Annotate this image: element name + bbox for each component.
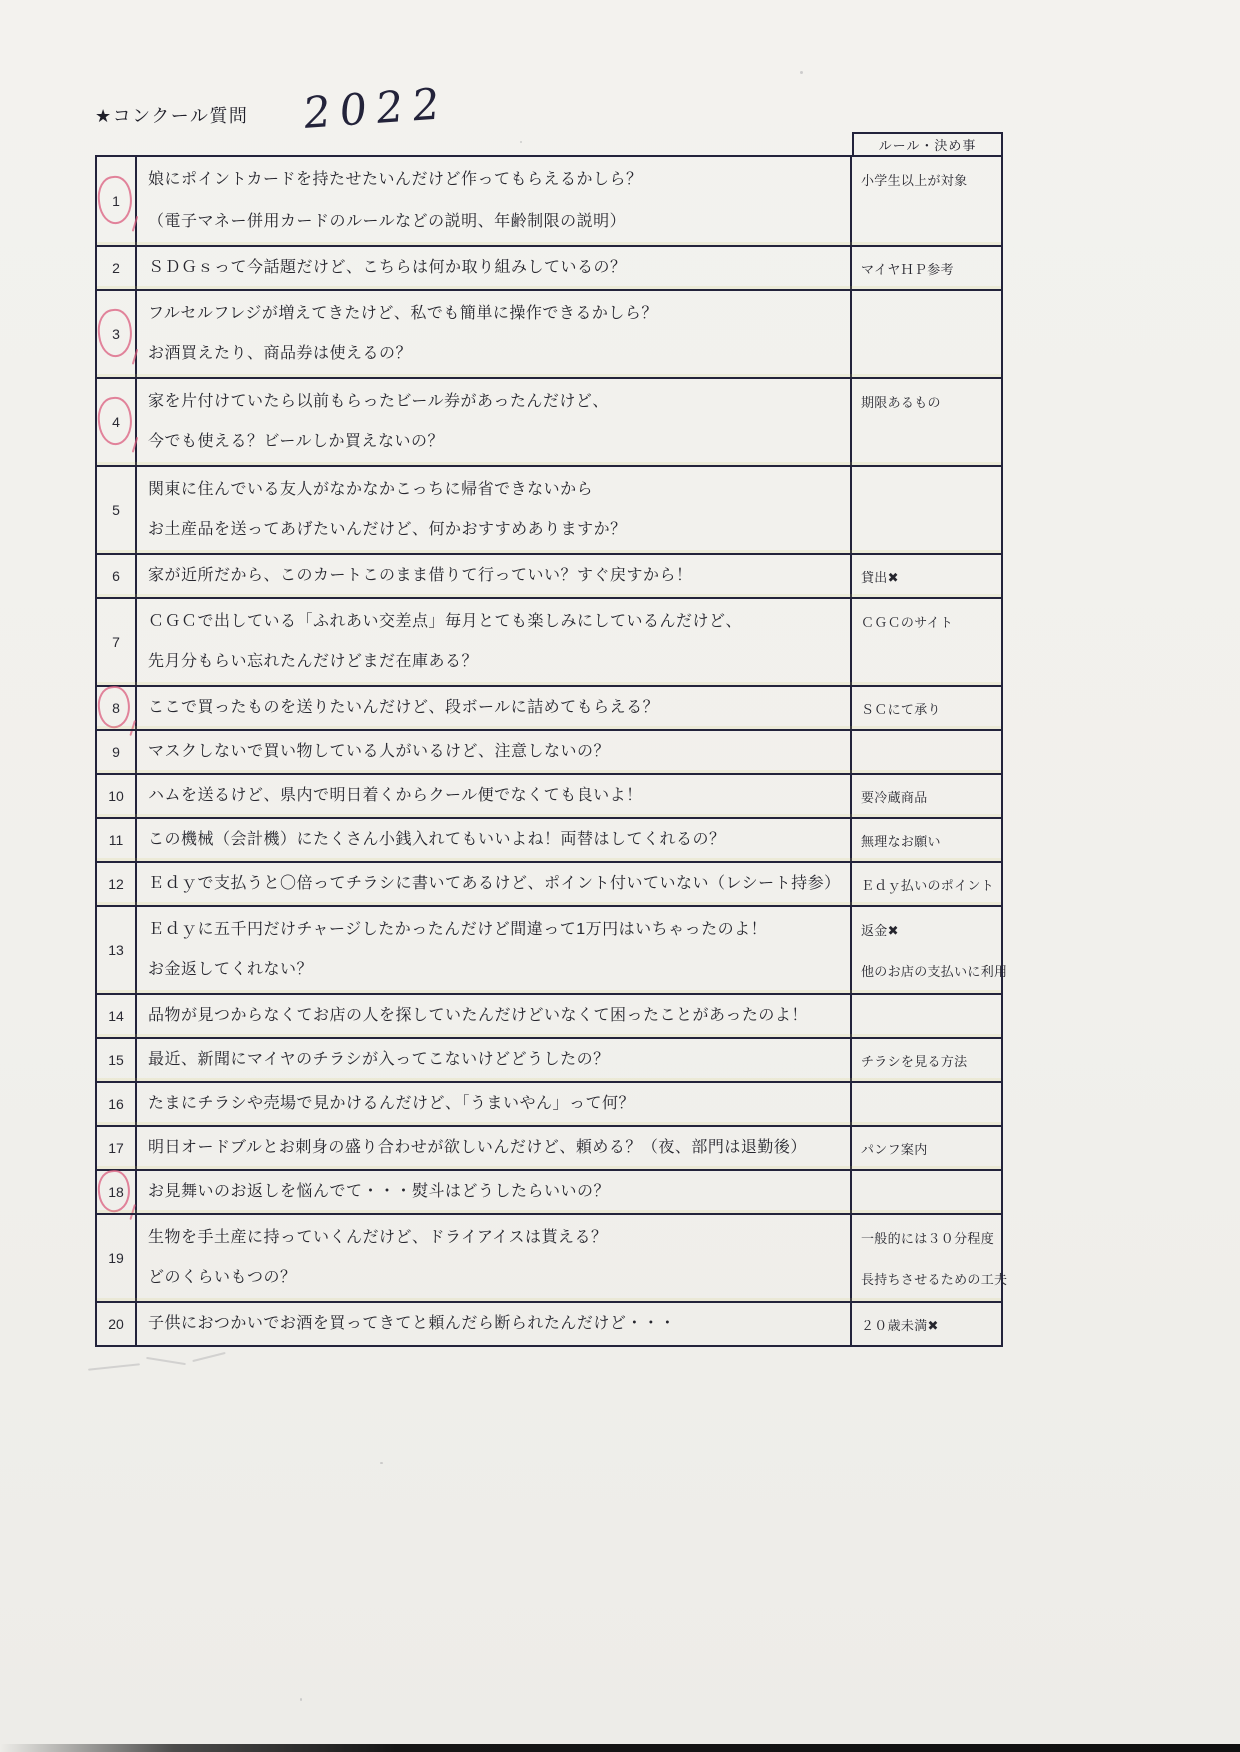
question-table <box>95 132 1008 1347</box>
rule-note: ＳＣにて承り <box>861 701 941 717</box>
rule-note: 返金✖ <box>861 923 899 938</box>
table-row <box>97 553 1001 597</box>
rule-note: チラシを見る方法 <box>861 1053 968 1069</box>
row-number: 10 <box>108 788 124 804</box>
question-line: Ｅｄｙに五千円だけチャージしたかったんだけど間違って1万円はいちゃったのよ！ <box>148 921 768 938</box>
rule-note: 期限あるもの <box>861 395 941 410</box>
table-row <box>97 1081 1001 1125</box>
rule-note: ＣＧＣのサイト <box>861 615 954 630</box>
row-number-cell <box>97 1039 137 1081</box>
row-number: 9 <box>112 744 120 760</box>
question-cell <box>137 157 850 245</box>
question-line: 関東に住んでいる友人がなかなかこっちに帰省できないから <box>148 481 594 498</box>
row-number: 5 <box>112 502 120 518</box>
rule-note: 無理なお願い <box>861 833 941 849</box>
row-number-cell <box>97 1127 137 1169</box>
table-row <box>97 245 1001 289</box>
rule-note: 小学生以上が対象 <box>861 173 968 188</box>
rule-note: 貸出✖ <box>861 569 899 585</box>
row-number: 15 <box>108 1052 124 1068</box>
handwritten-year: 2022 <box>301 78 451 140</box>
row-number-cell <box>97 995 137 1037</box>
question-line: たまにチラシや売場で見かけるんだけど、「うまいやん」って何？ <box>148 1095 636 1112</box>
table-row <box>97 993 1001 1037</box>
rules-note-cell <box>850 995 1001 1037</box>
scan-speck <box>800 71 803 74</box>
question-line: この機械（会計機）にたくさん小銭入れてもいいよね！両替はしてくれるの？ <box>148 831 726 848</box>
question-line: ここで買ったものを送りたいんだけど、段ボールに詰めてもらえる？ <box>148 699 660 716</box>
row-number: 19 <box>108 1250 124 1266</box>
question-line: 家が近所だから、このカートこのまま借りて行っていい？すぐ戻すから！ <box>148 567 693 584</box>
table-header-row <box>95 132 1003 155</box>
row-number: 1 <box>112 193 120 209</box>
question-cell <box>137 555 850 597</box>
question-line: 生物を手土産に持っていくんだけど、ドライアイスは貰える？ <box>148 1229 608 1246</box>
table-row <box>97 729 1001 773</box>
rule-note: 他のお店の支払いに利用 <box>861 964 1008 979</box>
rules-note-cell <box>850 731 1001 773</box>
row-number: 13 <box>108 942 124 958</box>
question-cell <box>137 863 850 905</box>
rules-note-cell <box>850 1127 1001 1169</box>
question-cell <box>137 907 850 993</box>
row-number: 3 <box>112 326 120 342</box>
row-number: 8 <box>112 700 120 716</box>
rule-note: 要冷蔵商品 <box>861 789 928 805</box>
rules-note-cell <box>850 863 1001 905</box>
table-row <box>97 465 1001 553</box>
title-block <box>95 78 451 140</box>
table-row <box>97 773 1001 817</box>
pencil-scribble <box>88 1352 238 1384</box>
row-number-cell <box>97 687 137 729</box>
table-body <box>95 155 1008 1347</box>
rules-note-cell <box>850 379 1001 465</box>
row-number-cell <box>97 1215 137 1301</box>
row-number: 18 <box>108 1184 124 1200</box>
row-number-cell <box>97 731 137 773</box>
rules-note-cell <box>850 1039 1001 1081</box>
rules-note-cell <box>850 599 1001 685</box>
question-cell <box>137 775 850 817</box>
question-line: お土産品を送ってあげたいんだけど、何かおすすめありますか？ <box>148 521 627 538</box>
row-number: 14 <box>108 1008 124 1024</box>
rules-note-cell <box>850 1215 1008 1301</box>
rule-note: 長持ちさせるための工夫 <box>861 1272 1008 1287</box>
row-number-cell <box>97 379 137 465</box>
question-line: 最近、新聞にマイヤのチラシが入ってこないけどどうしたの？ <box>148 1051 610 1068</box>
row-number-cell <box>97 1083 137 1125</box>
row-number: 20 <box>108 1316 124 1332</box>
rules-note-cell <box>850 1171 1001 1213</box>
row-number-cell <box>97 863 137 905</box>
rules-note-cell <box>850 291 1001 377</box>
row-number-cell <box>97 555 137 597</box>
rules-note-cell <box>850 1083 1001 1125</box>
question-line: どのくらいもつの？ <box>148 1269 297 1286</box>
row-number: 6 <box>112 568 120 584</box>
rule-note: Ｅｄｙ払いのポイント <box>861 877 995 893</box>
rules-note-cell <box>850 775 1001 817</box>
row-number: 12 <box>108 876 124 892</box>
rule-note: ２０歳未満✖ <box>861 1317 939 1333</box>
question-cell <box>137 819 850 861</box>
question-cell <box>137 1215 850 1301</box>
rules-note-cell <box>850 1303 1001 1345</box>
rules-note-cell <box>850 247 1001 289</box>
row-number: 17 <box>108 1140 124 1156</box>
question-line: 品物が見つからなくてお店の人を探していたんだけどいなくて困ったことがあったのよ！ <box>148 1007 808 1024</box>
row-number-cell <box>97 1303 137 1345</box>
table-row <box>97 905 1008 993</box>
question-line: 先月分もらい忘れたんだけどまだ在庫ある？ <box>148 653 479 670</box>
table-row <box>97 1169 1001 1213</box>
rules-note-cell <box>850 907 1008 993</box>
question-cell <box>137 995 850 1037</box>
question-line: お酒買えたり、商品券は使えるの？ <box>148 345 413 362</box>
scan-speck <box>300 1698 302 1701</box>
row-number-cell <box>97 1171 137 1213</box>
question-cell <box>137 599 850 685</box>
question-cell <box>137 1083 850 1125</box>
table-row <box>97 817 1001 861</box>
row-number-cell <box>97 291 137 377</box>
question-line: ＣＧＣで出している「ふれあい交差点」毎月とても楽しみにしているんだけど、 <box>148 613 743 630</box>
row-number-cell <box>97 157 137 245</box>
question-cell <box>137 687 850 729</box>
rules-note-cell <box>850 819 1001 861</box>
rule-note: マイヤＨＰ参考 <box>861 261 954 277</box>
table-row <box>97 597 1001 685</box>
question-cell <box>137 467 850 553</box>
table-row <box>97 685 1001 729</box>
scan-speck <box>380 1462 383 1464</box>
row-number-cell <box>97 599 137 685</box>
rule-note: 一般的には３０分程度 <box>861 1231 995 1246</box>
question-line: お金返してくれない？ <box>148 961 314 978</box>
row-number: 4 <box>112 414 120 430</box>
question-line: フルセルフレジが増えてきたけど、私でも簡単に操作できるかしら？ <box>148 305 658 322</box>
table-row <box>97 289 1001 377</box>
question-cell <box>137 247 850 289</box>
question-cell <box>137 1303 850 1345</box>
table-row <box>97 157 1001 245</box>
page-title: ★コンクール質問 <box>95 106 249 126</box>
rules-note-cell <box>850 687 1001 729</box>
question-line: 娘にポイントカードを持たせたいんだけど作ってもらえるかしら？ <box>148 171 643 188</box>
question-cell <box>137 1127 850 1169</box>
row-number-cell <box>97 467 137 553</box>
row-number: 2 <box>112 260 120 276</box>
question-line: Ｅｄｙで支払うと〇倍ってチラシに書いてあるけど、ポイント付いていない（レシート持参） <box>148 875 841 892</box>
rules-note-cell <box>850 467 1001 553</box>
question-line: ハムを送るけど、県内で明日着くからクール便でなくても良いよ！ <box>148 787 643 804</box>
scan-edge-artifact <box>0 1744 1240 1752</box>
row-number-cell <box>97 907 137 993</box>
table-row <box>97 1125 1001 1169</box>
question-line: 子供におつかいでお酒を買ってきてと頼んだら断られたんだけど・・・ <box>148 1315 676 1332</box>
table-row <box>97 1213 1008 1301</box>
question-cell <box>137 731 850 773</box>
question-line: 今でも使える？ビールしか買えないの？ <box>148 433 445 450</box>
scan-speck <box>520 141 522 143</box>
rules-column-header: ルール・決め事 <box>852 132 1003 155</box>
rules-note-cell <box>850 555 1001 597</box>
question-cell <box>137 1171 850 1213</box>
question-cell <box>137 1039 850 1081</box>
question-line: （電子マネー併用カードのルールなどの説明、年齢制限の説明） <box>148 213 627 230</box>
question-line: ＳＤＧｓって今話題だけど、こちらは何か取り組みしているの？ <box>148 259 627 276</box>
rule-note: パンフ案内 <box>861 1141 928 1157</box>
question-line: 明日オードブルとお刺身の盛り合わせが欲しいんだけど、頼める？（夜、部門は退勤後） <box>148 1139 807 1156</box>
rules-note-cell <box>850 157 1001 245</box>
row-number-cell <box>97 247 137 289</box>
table-row <box>97 861 1001 905</box>
row-number-cell <box>97 775 137 817</box>
row-number: 11 <box>108 832 124 848</box>
row-number: 7 <box>112 634 120 650</box>
question-line: 家を片付けていたら以前もらったビール券があったんだけど、 <box>148 393 609 410</box>
table-row <box>97 377 1001 465</box>
question-line: マスクしないで買い物している人がいるけど、注意しないの？ <box>148 743 611 760</box>
table-row <box>97 1301 1001 1345</box>
row-number: 16 <box>108 1096 124 1112</box>
header-spacer <box>95 132 852 155</box>
question-cell <box>137 291 850 377</box>
row-number-cell <box>97 819 137 861</box>
question-line: お見舞いのお返しを悩んでて・・・熨斗はどうしたらいいの？ <box>148 1183 611 1200</box>
question-cell <box>137 379 850 465</box>
table-row <box>97 1037 1001 1081</box>
